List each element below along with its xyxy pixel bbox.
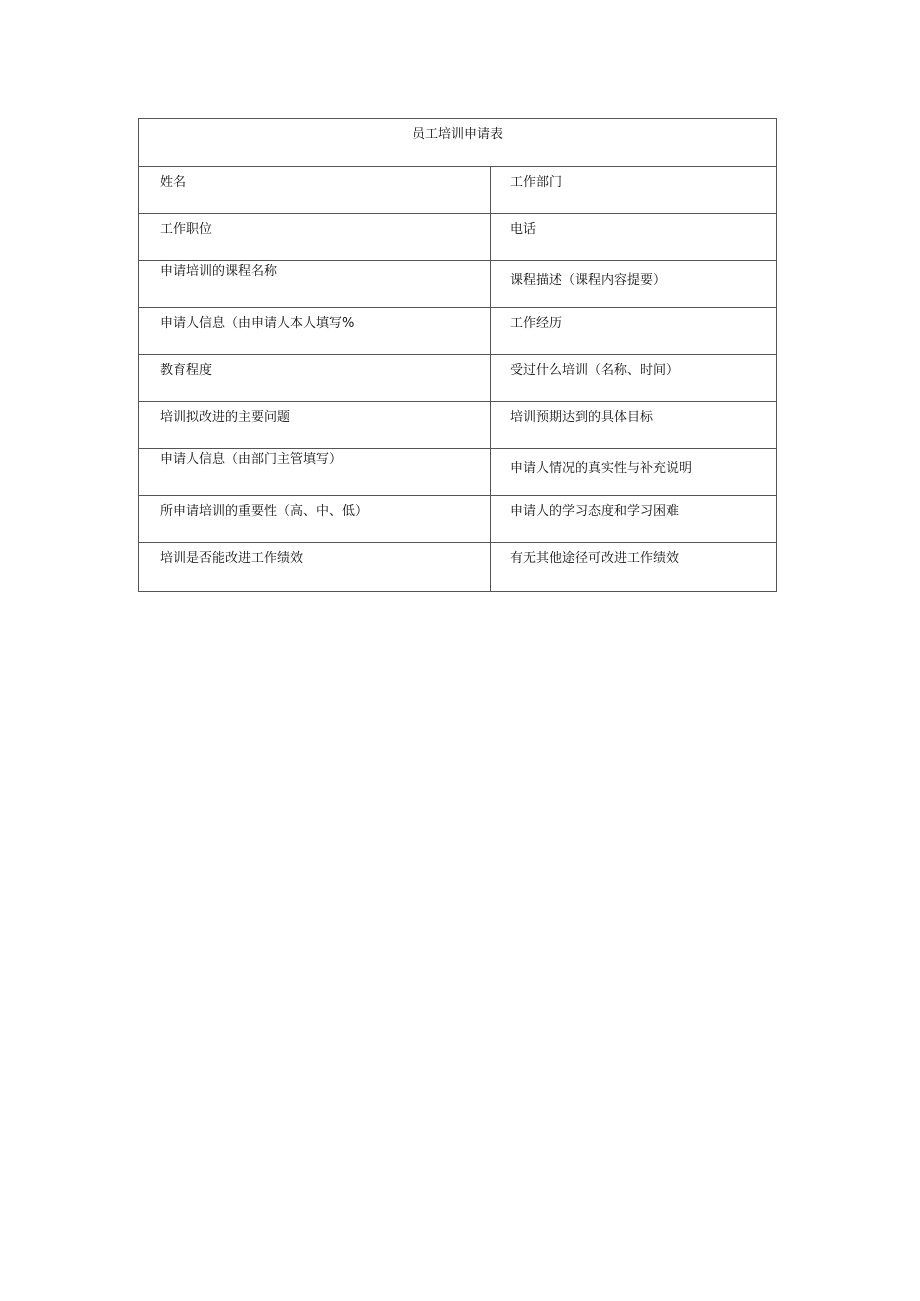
field-label: 培训拟改进的主要问题 — [160, 410, 291, 425]
field-label: 课程描述（课程内容提要） — [510, 273, 667, 288]
field-work-experience-cell[interactable] — [491, 308, 777, 355]
field-applicant-info-self-cell[interactable] — [139, 308, 491, 355]
field-label: 有无其他途径可改进工作绩效 — [510, 551, 680, 566]
field-expected-goals-cell[interactable] — [491, 402, 777, 449]
table-row — [139, 449, 777, 496]
training-application-form — [138, 118, 777, 592]
field-label: 工作经历 — [510, 316, 563, 331]
form-title: 员工培训申请表 — [412, 127, 504, 142]
field-label: 培训预期达到的具体目标 — [510, 410, 654, 425]
field-performance-improvement-cell[interactable] — [139, 543, 491, 592]
table-row — [139, 214, 777, 261]
field-label: 所申请培训的重要性（高、中、低） — [160, 504, 369, 519]
field-applicant-info-manager-cell[interactable] — [139, 449, 491, 496]
field-phone-cell[interactable] — [491, 214, 777, 261]
field-label: 电话 — [510, 222, 537, 237]
field-course-name-cell[interactable] — [139, 261, 491, 308]
field-label: 教育程度 — [160, 363, 213, 378]
field-importance-cell[interactable] — [139, 496, 491, 543]
field-label: 申请人情况的真实性与补充说明 — [510, 461, 693, 476]
field-label: 培训是否能改进工作绩效 — [160, 551, 304, 566]
field-department-cell[interactable] — [491, 167, 777, 214]
field-main-problems-cell[interactable] — [139, 402, 491, 449]
field-course-description-cell[interactable] — [491, 261, 777, 308]
field-authenticity-notes-cell[interactable] — [491, 449, 777, 496]
table-row — [139, 355, 777, 402]
field-position-cell[interactable] — [139, 214, 491, 261]
field-label: 工作部门 — [510, 175, 563, 190]
field-label: 姓名 — [160, 175, 187, 190]
table-row — [139, 402, 777, 449]
field-label: 申请人信息（由部门主管填写） — [160, 452, 343, 467]
table-row — [139, 543, 777, 592]
field-education-cell[interactable] — [139, 355, 491, 402]
field-label: 申请人的学习态度和学习困难 — [510, 504, 680, 519]
field-name-cell[interactable] — [139, 167, 491, 214]
table-row — [139, 261, 777, 308]
field-label: 申请人信息（由申请人本人填写% — [160, 316, 355, 331]
form-title-cell — [139, 119, 777, 167]
table-row — [139, 496, 777, 543]
field-other-ways-cell[interactable] — [491, 543, 777, 592]
table-row — [139, 167, 777, 214]
field-label: 申请培训的课程名称 — [160, 264, 278, 279]
table-row — [139, 308, 777, 355]
field-label: 受过什么培训（名称、时间） — [510, 363, 680, 378]
form-title-row — [139, 119, 777, 167]
field-label: 工作职位 — [160, 222, 213, 237]
field-past-training-cell[interactable] — [491, 355, 777, 402]
field-learning-attitude-cell[interactable] — [491, 496, 777, 543]
